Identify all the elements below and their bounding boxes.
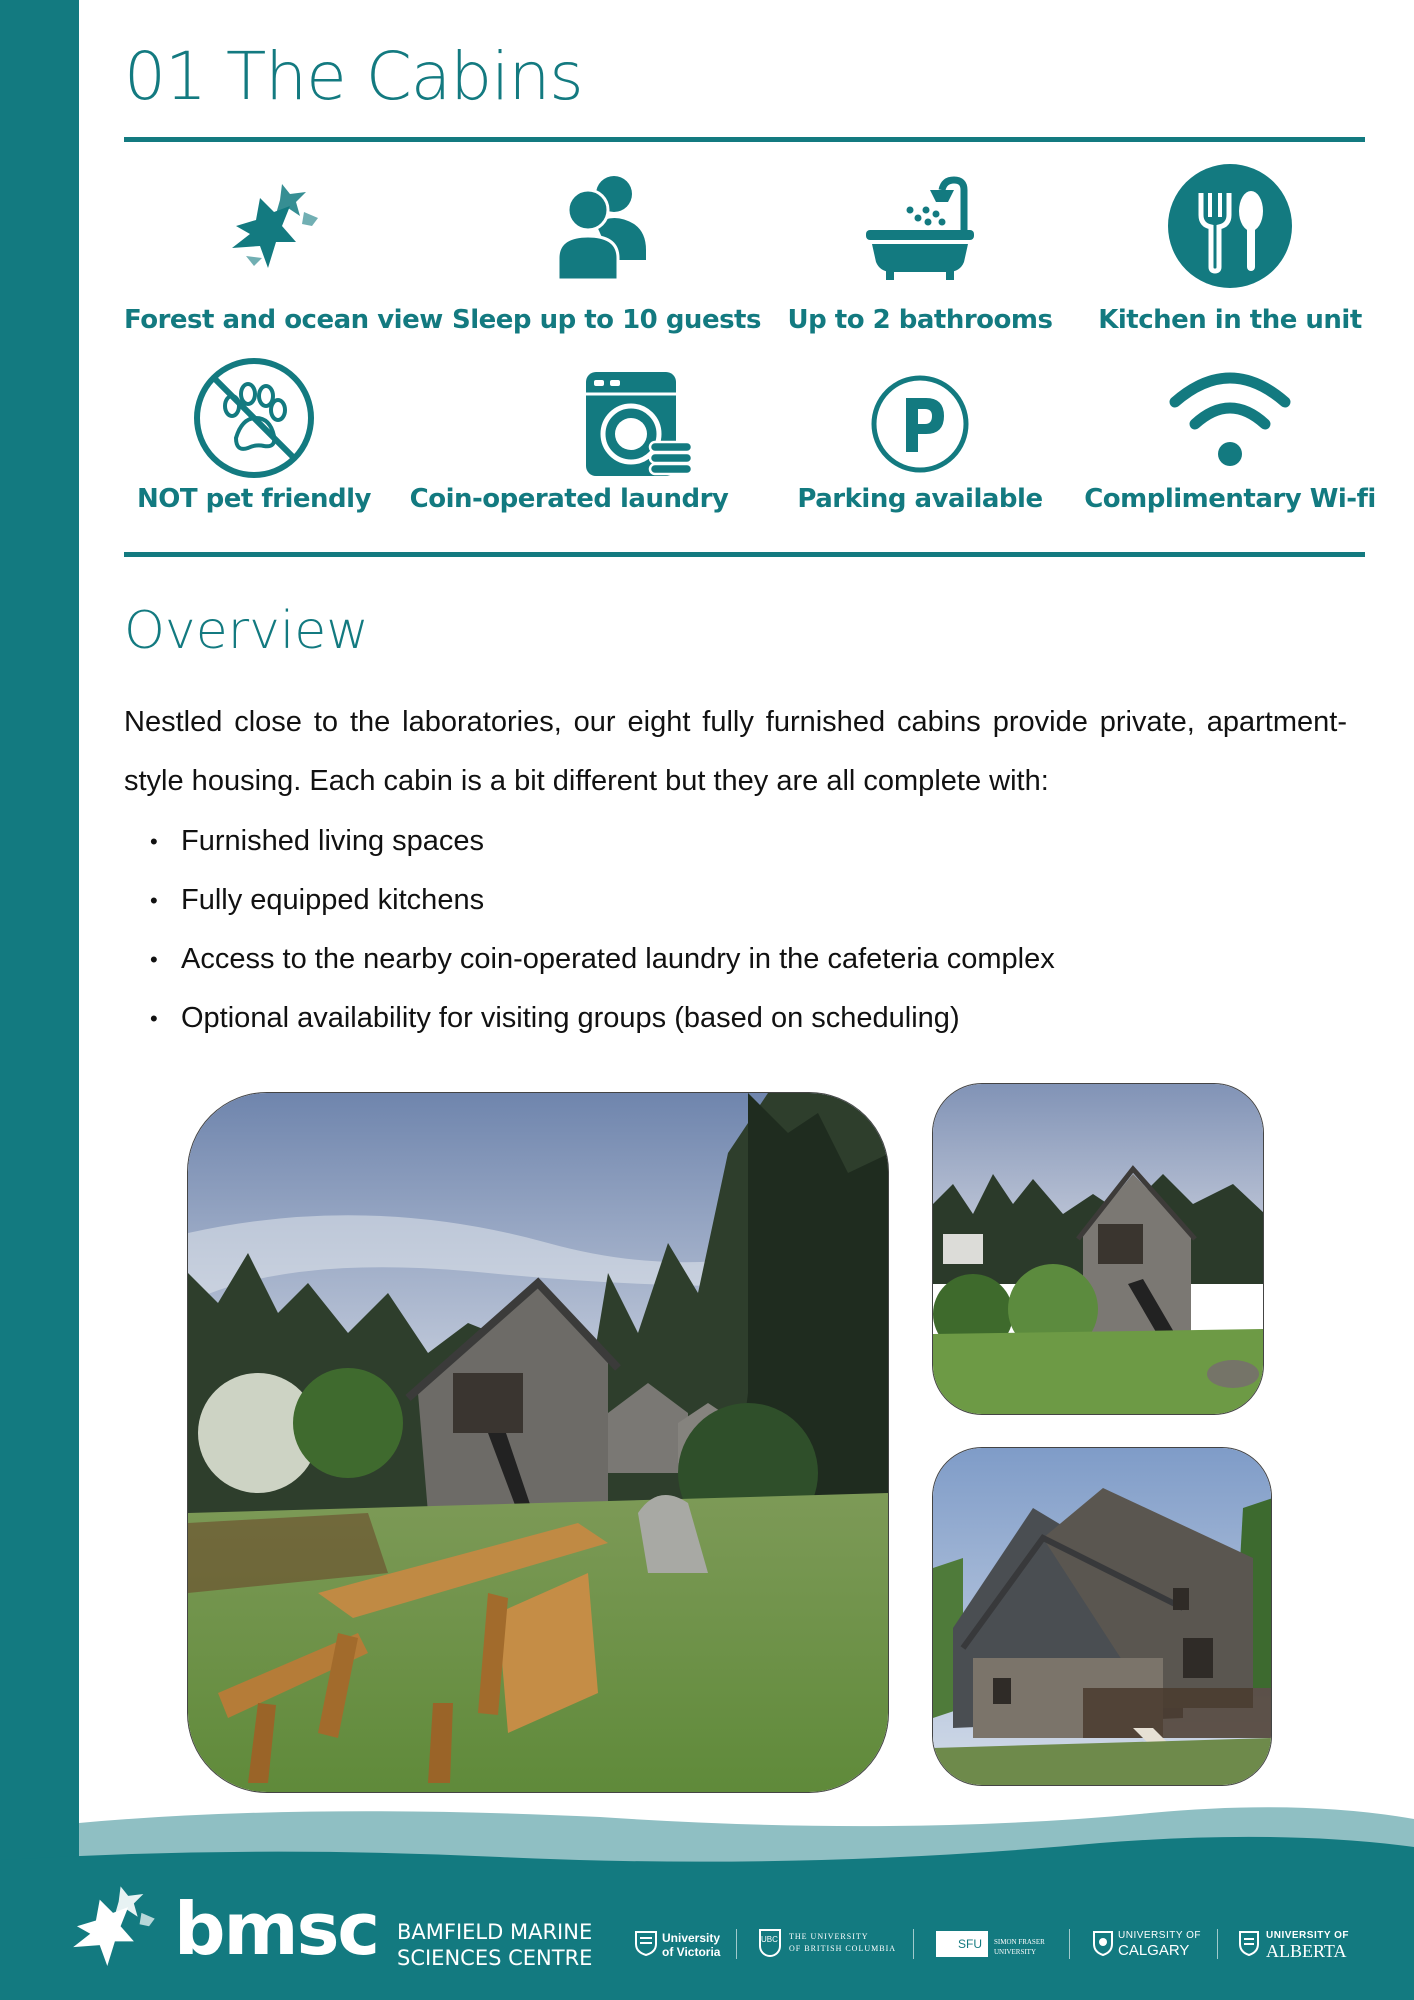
sfu-label-1: SIMON FRASER (994, 1938, 1045, 1946)
cabins-picnic-table-photo (187, 1092, 889, 1793)
bathtub-icon (864, 174, 976, 282)
list-item: • Optional availability for visiting groups (based on scheduling) (150, 989, 1250, 1048)
partner-divider (1217, 1929, 1218, 1959)
bmsc-logo-icon (216, 172, 332, 288)
amenity-bathrooms (770, 160, 1070, 345)
page-title: 01 The Cabins (124, 38, 583, 115)
overview-title: Overview (124, 601, 369, 661)
alberta-label-2: ALBERTA (1266, 1941, 1347, 1961)
ubc-crest-label: UBC (761, 1935, 778, 1944)
list-item: • Fully equipped kitchens (150, 871, 1250, 930)
amenity-label: NOT pet friendly (136, 484, 372, 514)
amenity-parking (770, 356, 1070, 526)
wifi-icon (1169, 366, 1291, 472)
ubc-label-2: OF BRITISH COLUMBIA (789, 1944, 897, 1953)
washing-machine-icon (582, 370, 694, 480)
partner-divider (736, 1929, 737, 1959)
people-icon (552, 172, 652, 282)
calgary-label-2: CALGARY (1118, 1942, 1190, 1959)
bottom-divider (124, 552, 1365, 557)
ubc-label-1: THE UNIVERSITY (789, 1932, 869, 1941)
amenity-kitchen (1080, 160, 1380, 345)
list-item: • Furnished living spaces (150, 812, 1250, 871)
side-accent-bar (0, 0, 79, 2000)
brand-line-2: SCIENCES CENTRE (397, 1946, 593, 1970)
amenity-label: Complimentary Wi-fi (1084, 484, 1376, 514)
uvic-crest-icon (634, 1930, 658, 1956)
cabin-deck-photo (932, 1447, 1272, 1786)
parking-icon (870, 374, 970, 474)
sfu-label-2: UNIVERSITY (994, 1948, 1036, 1956)
top-divider (124, 137, 1365, 142)
calgary-label-1: UNIVERSITY OF (1118, 1930, 1201, 1941)
amenity-label: Forest and ocean view (124, 305, 443, 335)
amenity-label: Up to 2 bathrooms (787, 305, 1053, 335)
amenity-guests (452, 160, 761, 345)
feature-list (150, 812, 1250, 1048)
no-pets-icon (192, 356, 316, 480)
amenity-forest-ocean-view (124, 160, 443, 345)
brand-wordmark: bmsc (174, 1887, 379, 1971)
fork-spoon-icon (1167, 163, 1293, 289)
overview-intro: Nestled close to the laboratories, our eight fully furnished cabins provide private, apartment-style housing. Each cabin is a bit different but they are all complete with: (124, 706, 1347, 797)
bmsc-logo-icon (58, 1875, 168, 1985)
amenity-laundry (404, 356, 734, 526)
sfu-box-label: SFU (958, 1937, 982, 1951)
amenity-label: Kitchen in the unit (1098, 305, 1362, 335)
amenity-wifi (1080, 356, 1380, 526)
list-item: • Access to the nearby coin-operated laundry in the cafeteria complex (150, 930, 1250, 989)
partner-divider (1069, 1929, 1070, 1959)
brand-line-1: BAMFIELD MARINE (397, 1920, 593, 1944)
uvic-label-1: University (662, 1931, 721, 1945)
amenity-no-pets (104, 356, 404, 526)
amenity-label: Coin-operated laundry (409, 484, 729, 514)
amenity-label: Parking available (797, 484, 1043, 514)
cabin-stairs-photo (932, 1083, 1264, 1415)
uvic-label-2: of Victoria (662, 1945, 721, 1959)
alberta-crest-icon (1238, 1930, 1260, 1956)
alberta-label-1: UNIVERSITY OF (1266, 1930, 1349, 1941)
partner-divider (913, 1929, 914, 1959)
calgary-crest-icon (1092, 1930, 1114, 1956)
amenity-label: Sleep up to 10 guests (452, 305, 761, 335)
